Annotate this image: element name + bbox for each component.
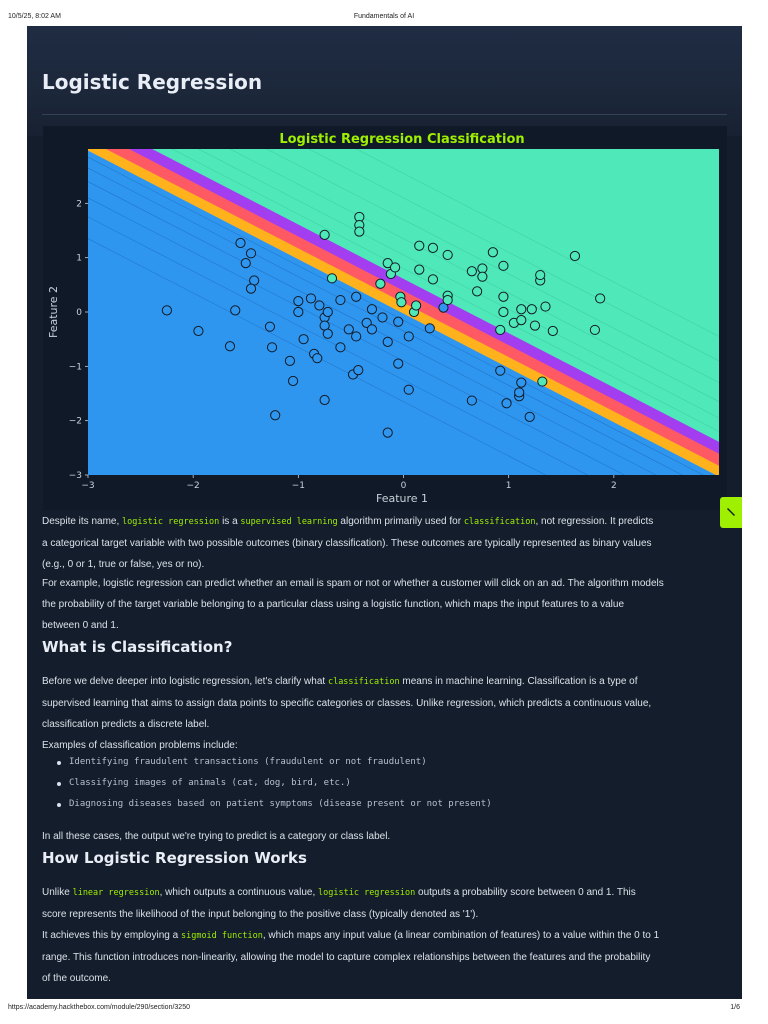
data-point bbox=[590, 325, 599, 334]
intro-p2-line1: For example, logistic regression can predict whether an email is spam or not or whether a customer will click on an ad. The algorithm models bbox=[42, 578, 664, 589]
data-point bbox=[241, 259, 250, 268]
data-point bbox=[428, 243, 437, 252]
y-tick-label: −2 bbox=[68, 416, 82, 427]
body-text: , which outputs a continuous value, bbox=[159, 887, 316, 898]
examples-intro: Examples of classification problems include: bbox=[42, 740, 238, 751]
how-line5: of the outcome. bbox=[42, 973, 111, 984]
body-text: means in machine learning. Classification is a type of bbox=[402, 676, 638, 687]
data-point bbox=[367, 305, 376, 314]
classification-paragraph bbox=[42, 671, 732, 756]
x-axis-label: Feature 1 bbox=[375, 492, 429, 505]
list-item: Identifying fraudulent transactions (fraudulent or not fraudulent) bbox=[55, 752, 715, 773]
body-text: It achieves this by employing a bbox=[42, 930, 179, 941]
data-point bbox=[570, 251, 579, 260]
x-tick-label: 2 bbox=[610, 481, 617, 491]
classification-line3: classification predicts a discrete label. bbox=[42, 719, 210, 730]
examples-list bbox=[55, 752, 715, 815]
data-point bbox=[425, 324, 434, 333]
list-item: Diagnosing diseases based on patient symptoms (disease present or not present) bbox=[55, 794, 715, 815]
data-point bbox=[344, 325, 353, 334]
data-point bbox=[412, 301, 421, 310]
data-point bbox=[478, 272, 487, 281]
body-text: outputs a probability score between 0 and 1. This bbox=[418, 887, 636, 898]
data-point bbox=[231, 306, 240, 315]
data-point bbox=[376, 279, 385, 288]
intro-paragraph-2 bbox=[42, 573, 732, 636]
data-point bbox=[394, 359, 403, 368]
code-term: sigmoid function bbox=[180, 931, 263, 941]
data-point bbox=[499, 292, 508, 301]
print-url: https://academy.hackthebox.com/module/290/section/3250 bbox=[8, 1004, 190, 1011]
print-date: 10/5/25, 8:02 AM bbox=[8, 13, 61, 20]
data-point bbox=[443, 250, 452, 259]
body-text: , which maps any input value (a linear combination of features) to a value within the 0 to 1 bbox=[262, 930, 660, 941]
data-point bbox=[525, 412, 534, 421]
data-point bbox=[383, 428, 392, 437]
data-point bbox=[194, 326, 203, 335]
how-line2: score represents the likelihood of the input belonging to the positive class (typically denoted as '1'). bbox=[42, 909, 479, 920]
how-line3 bbox=[42, 925, 732, 947]
how-it-works-paragraph bbox=[42, 882, 732, 989]
data-point bbox=[327, 274, 336, 283]
data-point bbox=[428, 275, 437, 284]
how-line4: range. This function introduces non-linearity, allowing the model to capture complex relationships between the features and the probability bbox=[42, 952, 651, 963]
data-point bbox=[548, 326, 557, 335]
x-tick-label: −2 bbox=[186, 481, 200, 491]
data-point bbox=[294, 307, 303, 316]
data-point bbox=[313, 354, 322, 363]
data-point bbox=[336, 343, 345, 352]
data-point bbox=[267, 343, 276, 352]
code-term: logistic regression bbox=[122, 517, 220, 527]
y-tick-label: 2 bbox=[76, 199, 82, 210]
data-point bbox=[502, 399, 511, 408]
data-point bbox=[515, 388, 524, 397]
data-point bbox=[320, 395, 329, 404]
intro-p2-line3: between 0 and 1. bbox=[42, 620, 119, 631]
data-point bbox=[390, 263, 399, 272]
data-point bbox=[541, 302, 550, 311]
data-point bbox=[246, 249, 255, 258]
chart-container bbox=[43, 126, 727, 510]
data-point bbox=[225, 342, 234, 351]
intro-text: is a bbox=[222, 516, 238, 527]
data-point bbox=[352, 292, 361, 301]
data-point bbox=[488, 248, 497, 257]
data-point bbox=[336, 295, 345, 304]
intro-p2-line2: the probability of the target variable belonging to a particular class using a logistic function, which maps the input features to a value bbox=[42, 599, 625, 610]
print-title: Fundamentals of AI bbox=[353, 13, 415, 20]
intro-text: algorithm primarily used for bbox=[340, 516, 462, 527]
data-point bbox=[404, 332, 413, 341]
x-tick-label: −3 bbox=[81, 481, 95, 491]
data-point bbox=[352, 332, 361, 341]
code-term: supervised learning bbox=[240, 517, 338, 527]
intro-paragraph-1 bbox=[42, 511, 732, 575]
y-tick-label: −3 bbox=[68, 471, 82, 481]
data-point bbox=[467, 267, 476, 276]
classification-closing: In all these cases, the output we're trying to predict is a category or class label. bbox=[42, 831, 391, 842]
code-term: classification bbox=[463, 517, 536, 527]
data-point bbox=[496, 366, 505, 375]
section-heading-classification: What is Classification? bbox=[42, 638, 233, 656]
chart-title: Logistic Regression Classification bbox=[279, 132, 525, 147]
code-term: classification bbox=[327, 677, 400, 687]
x-tick-label: 0 bbox=[400, 481, 407, 491]
data-point bbox=[538, 377, 547, 386]
body-text: Unlike bbox=[42, 887, 70, 898]
print-footer bbox=[0, 999, 768, 1024]
title-divider bbox=[42, 114, 727, 115]
data-point bbox=[315, 301, 324, 310]
plot-area bbox=[43, 126, 727, 510]
page-number: 1/6 bbox=[730, 1004, 740, 1011]
data-point bbox=[443, 295, 452, 304]
intro-p1-line1 bbox=[42, 511, 732, 533]
data-point bbox=[517, 316, 526, 325]
intro-text: Despite its name, bbox=[42, 516, 120, 527]
data-point bbox=[378, 313, 387, 322]
data-point bbox=[288, 376, 297, 385]
classification-line1 bbox=[42, 671, 732, 693]
how-line1 bbox=[42, 882, 732, 904]
intro-p1-line2: a categorical target variable with two possible outcomes (binary classification). These outcomes are typically represented as binary values bbox=[42, 538, 652, 549]
data-point bbox=[596, 294, 605, 303]
data-point bbox=[265, 322, 274, 331]
data-point bbox=[404, 385, 413, 394]
data-point bbox=[517, 378, 526, 387]
logistic-regression-chart bbox=[43, 126, 727, 510]
list-item: Classifying images of animals (cat, dog, bird, etc.) bbox=[55, 773, 715, 794]
classification-line2: supervised learning that aims to assign data points to specific categories or classes. Unlike regression, which predicts a continuous value, bbox=[42, 698, 652, 709]
x-tick-label: 1 bbox=[505, 481, 512, 491]
page-title: Logistic Regression bbox=[42, 70, 263, 94]
data-point bbox=[271, 411, 280, 420]
data-point bbox=[394, 317, 403, 326]
data-point bbox=[467, 396, 476, 405]
data-point bbox=[527, 305, 536, 314]
data-point bbox=[473, 287, 482, 296]
data-point bbox=[415, 241, 424, 250]
data-point bbox=[496, 325, 505, 334]
data-point bbox=[530, 321, 539, 330]
data-point bbox=[299, 335, 308, 344]
data-point bbox=[285, 356, 294, 365]
y-axis-label: Feature 2 bbox=[47, 285, 60, 339]
section-heading-how-it-works: How Logistic Regression Works bbox=[42, 849, 307, 867]
data-point bbox=[536, 270, 545, 279]
data-point bbox=[323, 329, 332, 338]
data-point bbox=[236, 238, 245, 247]
intro-text: , not regression. It predicts bbox=[535, 516, 654, 527]
data-point bbox=[320, 230, 329, 239]
y-tick-label: 1 bbox=[76, 253, 82, 264]
data-point bbox=[354, 366, 363, 375]
code-term: logistic regression bbox=[318, 888, 416, 898]
data-point bbox=[367, 325, 376, 334]
data-point bbox=[383, 337, 392, 346]
data-point bbox=[246, 284, 255, 293]
data-point bbox=[415, 265, 424, 274]
print-header bbox=[0, 0, 768, 26]
body-text: Before we delve deeper into logistic regression, let's clarify what bbox=[42, 676, 326, 687]
y-tick-label: 0 bbox=[76, 308, 82, 318]
code-term: linear regression bbox=[72, 888, 160, 898]
data-point bbox=[499, 307, 508, 316]
data-point bbox=[397, 298, 406, 307]
y-tick-label: −1 bbox=[68, 362, 82, 373]
data-point bbox=[162, 306, 171, 315]
data-point bbox=[517, 305, 526, 314]
data-point bbox=[355, 227, 364, 236]
lesson-content bbox=[27, 26, 742, 999]
x-tick-label: −1 bbox=[291, 481, 305, 491]
data-point bbox=[294, 297, 303, 306]
data-point bbox=[499, 261, 508, 270]
data-point bbox=[323, 307, 332, 316]
data-point bbox=[306, 294, 315, 303]
intro-p1-line3: (e.g., 0 or 1, true or false, yes or no). bbox=[42, 559, 205, 570]
